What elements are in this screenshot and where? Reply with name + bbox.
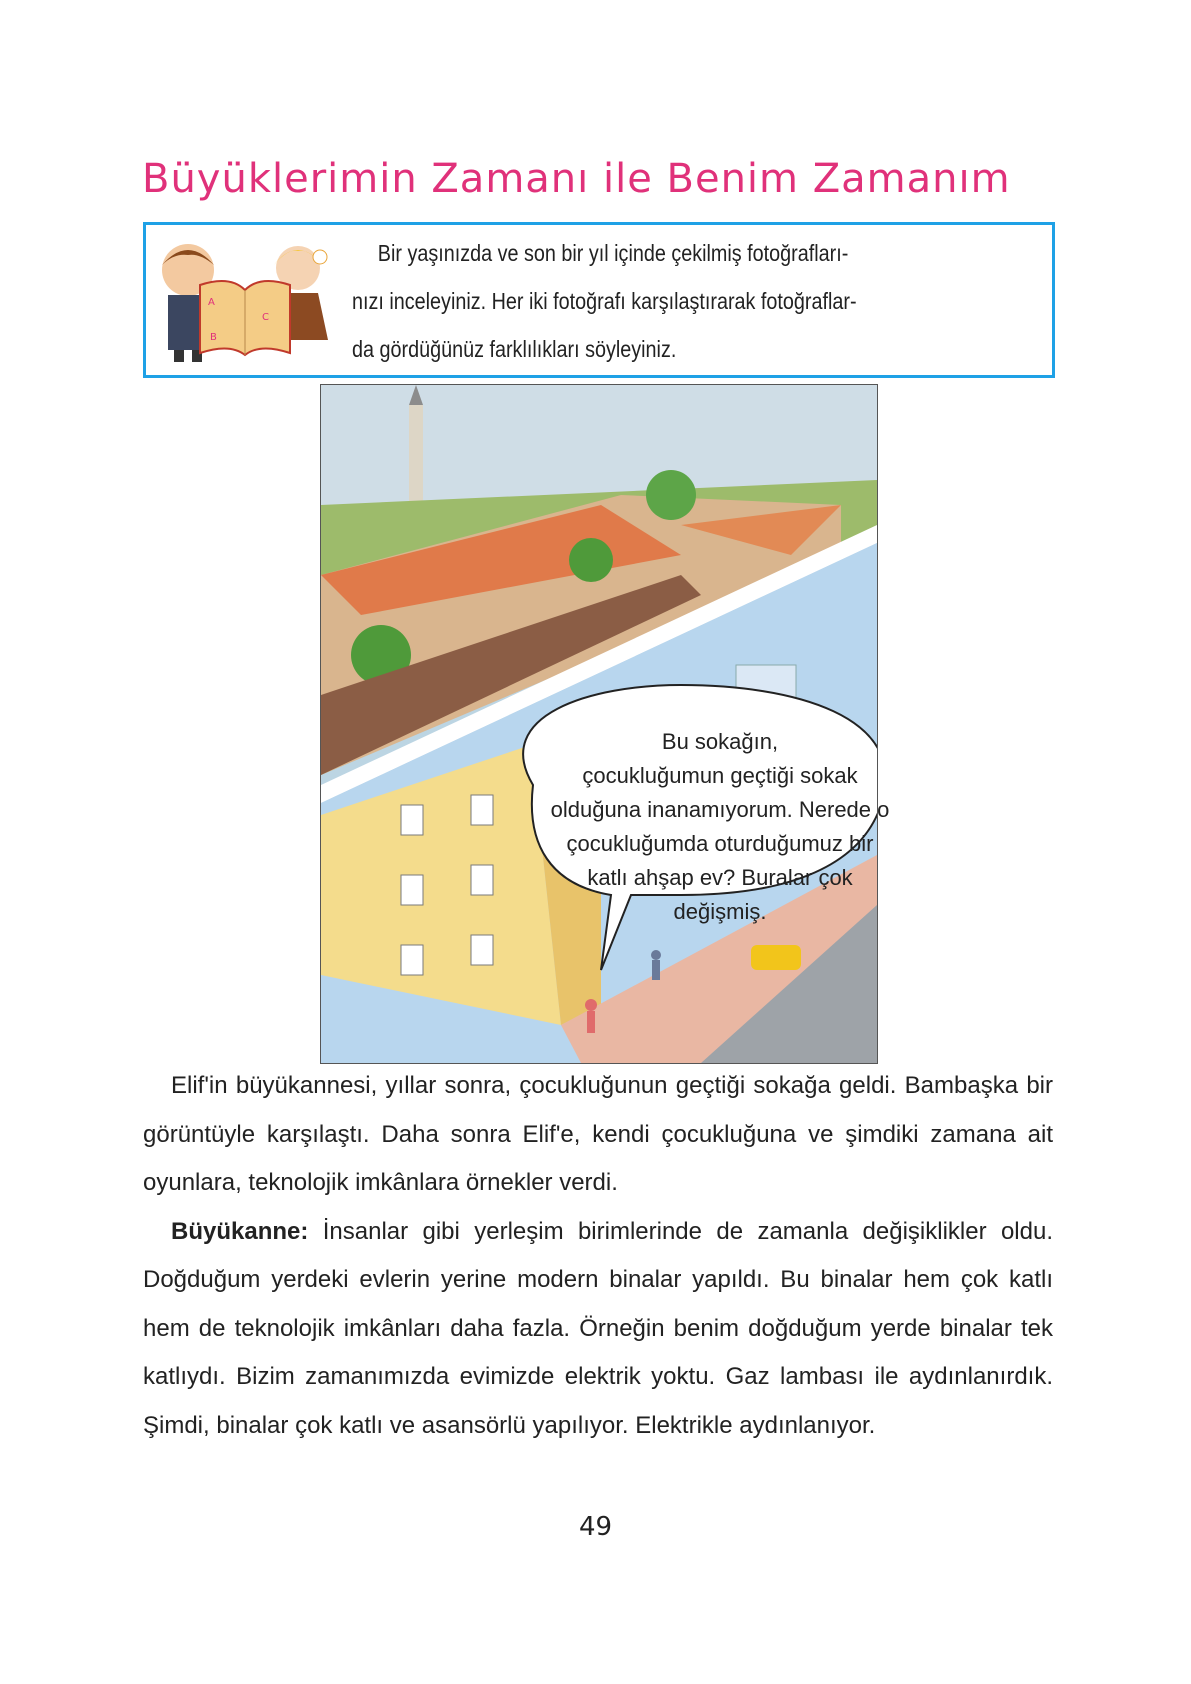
yellow-car	[751, 945, 801, 970]
instruction-line: Bir yaşınızda ve son bir yıl içinde çekilmiş fotoğrafları-	[377, 240, 849, 266]
bubble-line: olduğuna inanamıyorum. Nerede o	[550, 797, 890, 822]
paragraph: Elif'in büyükannesi, yıllar sonra, çocukluğunun geçtiği sokağa geldi. Bambaşka bir görüntüyle karşılaştı. Daha sonra Elif'e, kendi çocukluğuna ve şimdiki zamana ait oyunlara, teknolojik imkânlara örnekler verdi.	[143, 1072, 1053, 1196]
bubble-line: Bu sokağın,	[661, 729, 779, 754]
bubble-line: çocukluğumun geçtiği sokak	[582, 763, 858, 788]
book-letter: B	[210, 332, 217, 343]
page-number: 49	[578, 1512, 613, 1542]
speaker-label: Büyükanne:	[171, 1217, 309, 1245]
book-letter: C	[262, 312, 269, 323]
speech-bubble-text	[520, 725, 920, 929]
paragraph-text: İnsanlar gibi yerleşim birimlerinde de zamanla değişiklikler oldu. Doğduğum yerdeki evlerin yerine modern binalar yapıldı. Bu binalar hem çok katlı hem de teknolojik imkânları daha fazla. Örneğin benim doğduğum yerde binalar tek katlıydı. Bizim zamanımızda evimizde elektrik yoktu. Gaz lambası ile aydınlanırdık. Şimdi, binalar çok katlı ve asansörlü yapılıyor. Elektrikle aydınlanıyor.	[143, 1217, 1053, 1439]
story-text	[143, 1062, 1053, 1450]
bubble-line: çocukluğumda oturduğumuz bir	[566, 831, 874, 856]
instruction-line: da gördüğünüz farklılıkları söyleyiniz.	[352, 336, 677, 362]
page-title: Büyüklerimin Zamanı ile Benim Zamanım	[142, 156, 1011, 202]
street-then-and-now-illustration	[320, 384, 878, 1064]
paragraph	[143, 1208, 1053, 1451]
book-letter: A	[208, 297, 215, 308]
instruction-text	[352, 229, 1042, 373]
bubble-line: değişmiş.	[673, 899, 767, 924]
street-scene	[321, 385, 877, 1063]
instruction-line: nızı inceleyiniz. Her iki fotoğrafı karşılaştırarak fotoğraflar-	[352, 288, 857, 314]
children-with-book-illustration	[150, 235, 340, 365]
bubble-line: katlı ahşap ev? Buralar çok	[587, 865, 853, 890]
minaret	[409, 405, 423, 515]
instruction-box	[143, 222, 1055, 378]
